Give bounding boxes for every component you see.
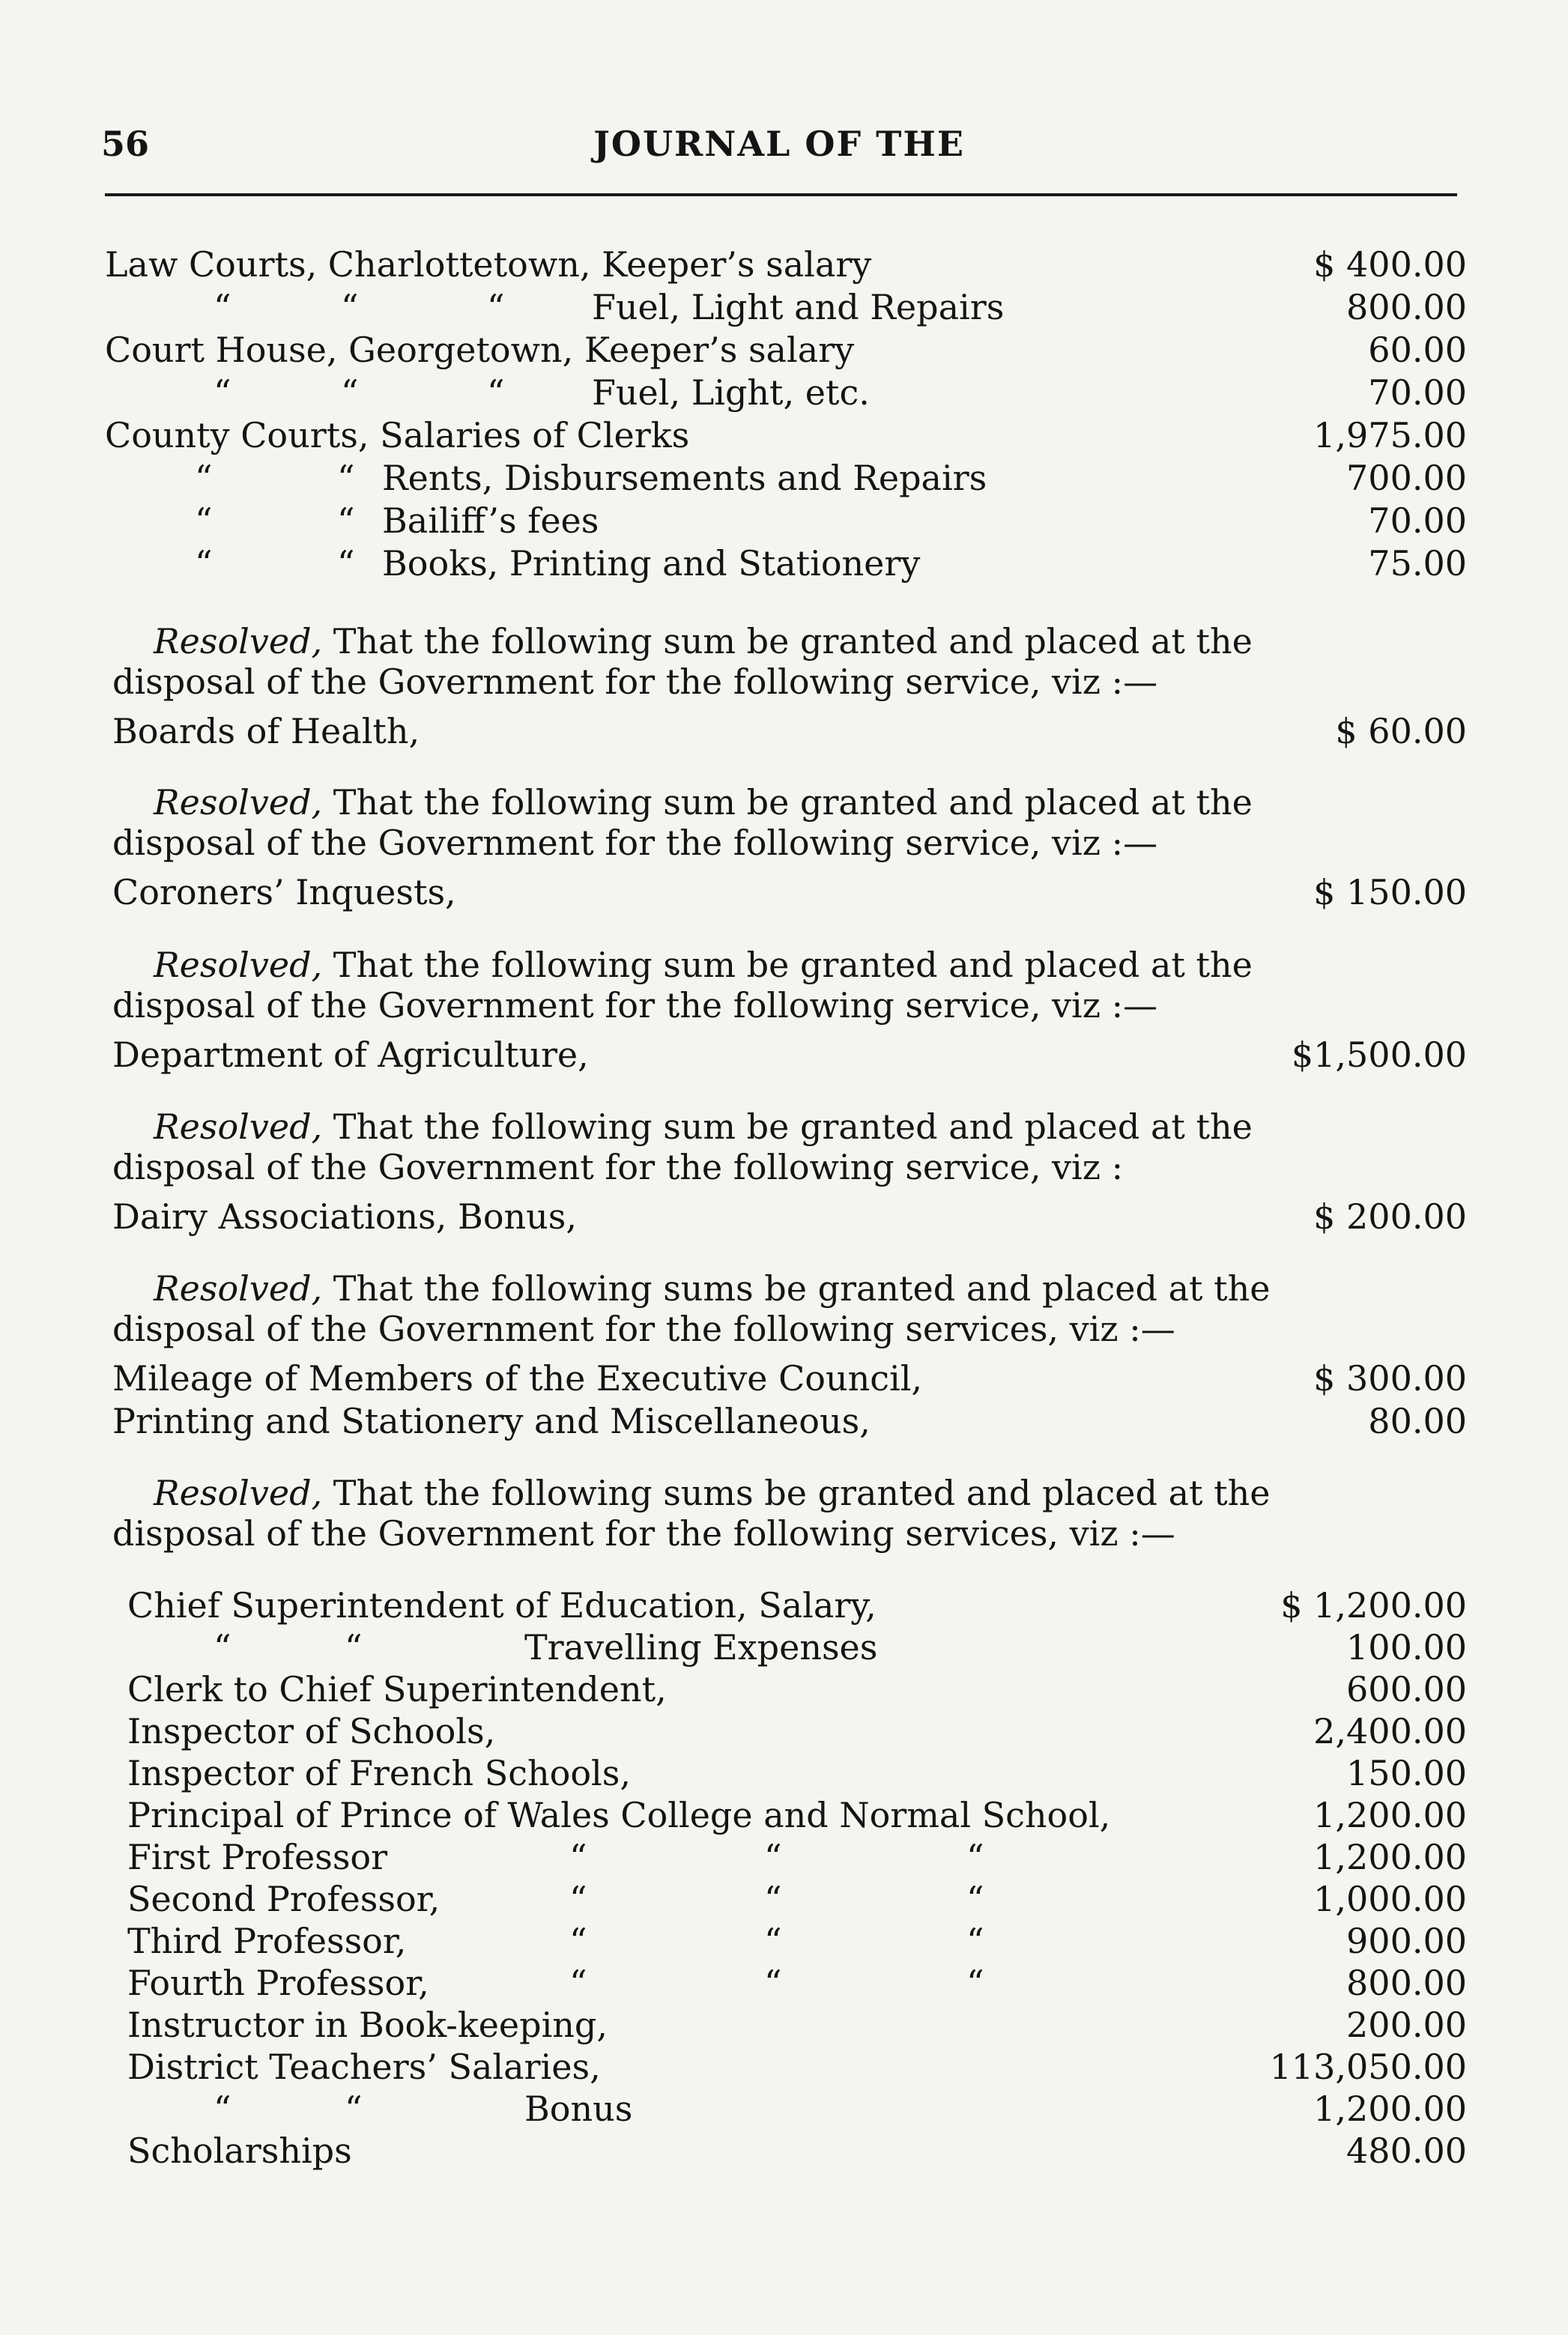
row-label: Inspector of French Schools, xyxy=(127,1753,631,1793)
resolution-line-1 xyxy=(0,1106,1568,1148)
page-header xyxy=(101,124,1457,169)
ditto-mark: “ xyxy=(966,1837,984,1877)
row-label: Coroners’ Inquests, xyxy=(112,872,456,912)
resolution-text: Resolved, That the following sum be granted and placed at the xyxy=(154,1106,1253,1147)
resolution-line-2 xyxy=(0,1308,1568,1350)
ditto-mark: “ xyxy=(345,2089,363,2129)
ditto-mark: “ xyxy=(966,1921,984,1961)
ledger-row xyxy=(0,500,1568,542)
row-amount: 700.00 xyxy=(1346,458,1467,498)
ledger-row xyxy=(0,1668,1568,1710)
ditto-mark: “ xyxy=(214,287,231,327)
ditto-mark: “ xyxy=(337,500,355,541)
resolution-line-2 xyxy=(0,984,1568,1026)
row-amount: $ 60.00 xyxy=(1335,711,1467,751)
ditto-mark: “ xyxy=(966,1879,984,1919)
ditto-mark: “ xyxy=(214,2089,231,2129)
resolution-text: Resolved, That the following sum be granted and placed at the xyxy=(154,621,1253,661)
row-amount: 60.00 xyxy=(1368,330,1467,370)
ledger-row xyxy=(0,1400,1568,1442)
row-amount: 480.00 xyxy=(1346,2130,1467,2171)
ditto-mark: “ xyxy=(345,1627,363,1668)
ditto-mark: “ xyxy=(569,1921,587,1961)
ledger-row xyxy=(0,414,1568,456)
row-label: Inspector of Schools, xyxy=(127,1711,496,1751)
ledger-row xyxy=(0,2046,1568,2088)
page-number: 56 xyxy=(101,124,150,164)
row-amount: 80.00 xyxy=(1368,1401,1467,1441)
resolved-word: Resolved, xyxy=(154,782,323,823)
row-amount: 70.00 xyxy=(1368,500,1467,541)
ledger-row xyxy=(0,1710,1568,1752)
resolution-text: disposal of the Government for the following service, viz : xyxy=(112,1147,1124,1187)
row-label: Third Professor, xyxy=(127,1921,407,1961)
ledger-row xyxy=(0,286,1568,328)
row-amount: $ 300.00 xyxy=(1313,1358,1467,1399)
ditto-mark: “ xyxy=(337,543,355,584)
row-amount: 600.00 xyxy=(1346,1669,1467,1709)
ditto-mark: “ xyxy=(214,372,231,413)
resolution-line-1 xyxy=(0,620,1568,662)
resolution-line-2 xyxy=(0,1146,1568,1188)
row-amount: $ 200.00 xyxy=(1313,1196,1467,1237)
row-amount: 1,200.00 xyxy=(1313,2089,1467,2129)
ledger-row xyxy=(0,1357,1568,1399)
row-amount: $ 1,200.00 xyxy=(1280,1585,1467,1626)
ledger-row xyxy=(0,1878,1568,1920)
resolution-line-1 xyxy=(0,1472,1568,1514)
ditto-mark: “ xyxy=(569,1837,587,1877)
ledger-row xyxy=(0,1626,1568,1668)
resolved-word: Resolved, xyxy=(154,945,323,985)
resolution-text: disposal of the Government for the following service, viz :— xyxy=(112,661,1158,702)
row-label: Fourth Professor, xyxy=(127,1963,429,2003)
resolution-text: disposal of the Government for the following service, viz :— xyxy=(112,823,1158,863)
ditto-mark: “ xyxy=(764,1879,782,1919)
ledger-row xyxy=(0,1196,1568,1238)
header-rule xyxy=(105,193,1457,196)
resolution-text: Resolved, That the following sum be granted and placed at the xyxy=(154,945,1253,985)
running-head: JOURNAL OF THE xyxy=(593,124,965,164)
row-amount: 1,975.00 xyxy=(1313,415,1467,455)
ledger-row xyxy=(0,457,1568,499)
row-label: Instructor in Book-keeping, xyxy=(127,2005,608,2045)
ditto-mark: “ xyxy=(487,287,505,327)
ditto-mark: “ xyxy=(764,1963,782,2003)
ledger-row xyxy=(0,329,1568,371)
resolved-word: Resolved, xyxy=(154,1473,323,1513)
ditto-mark: “ xyxy=(195,543,213,584)
ledger-row xyxy=(0,243,1568,285)
row-label: Dairy Associations, Bonus, xyxy=(112,1196,577,1237)
row-label: County Courts, Salaries of Clerks xyxy=(105,415,690,455)
ledger-row xyxy=(0,2130,1568,2172)
ledger-row xyxy=(0,2088,1568,2130)
row-label: Mileage of Members of the Executive Council, xyxy=(112,1358,923,1399)
resolution-line-1 xyxy=(0,1268,1568,1309)
row-label: Chief Superintendent of Education, Salary, xyxy=(127,1585,877,1626)
resolution-line-2 xyxy=(0,822,1568,864)
row-label: Bailiff’s fees xyxy=(382,500,599,541)
ledger-row xyxy=(0,871,1568,913)
ledger-row xyxy=(0,1920,1568,1962)
row-label: Boards of Health, xyxy=(112,711,420,751)
row-amount: $1,500.00 xyxy=(1291,1035,1467,1075)
ledger-row xyxy=(0,1836,1568,1878)
ditto-mark: “ xyxy=(487,372,505,413)
resolved-word: Resolved, xyxy=(154,621,323,661)
ledger-row xyxy=(0,372,1568,414)
row-amount: 900.00 xyxy=(1346,1921,1467,1961)
row-label: Fuel, Light and Repairs xyxy=(592,287,1005,327)
resolved-word: Resolved, xyxy=(154,1106,323,1147)
ditto-mark: “ xyxy=(195,458,213,498)
resolution-line-2 xyxy=(0,661,1568,703)
ledger-row xyxy=(0,542,1568,584)
row-amount: 75.00 xyxy=(1368,543,1467,584)
row-label: Printing and Stationery and Miscellaneous, xyxy=(112,1401,871,1441)
row-label: Fuel, Light, etc. xyxy=(592,372,870,413)
ledger-row xyxy=(0,1584,1568,1626)
ditto-mark: “ xyxy=(966,1963,984,2003)
row-label: Clerk to Chief Superintendent, xyxy=(127,1669,667,1709)
ditto-mark: “ xyxy=(341,372,359,413)
ledger-row xyxy=(0,1752,1568,1794)
row-amount: 800.00 xyxy=(1346,287,1467,327)
row-amount: 113,050.00 xyxy=(1269,2047,1467,2087)
row-label: Scholarships xyxy=(127,2130,352,2171)
row-label: First Professor xyxy=(127,1837,388,1877)
row-label: Travelling Expenses xyxy=(524,1627,878,1668)
resolution-text: Resolved, That the following sum be granted and placed at the xyxy=(154,782,1253,823)
row-label: Court House, Georgetown, Keeper’s salary xyxy=(105,330,855,370)
row-label: Second Professor, xyxy=(127,1879,441,1919)
ditto-mark: “ xyxy=(569,1963,587,2003)
row-amount: 150.00 xyxy=(1346,1753,1467,1793)
ditto-mark: “ xyxy=(195,500,213,541)
row-label: District Teachers’ Salaries, xyxy=(127,2047,601,2087)
ledger-row xyxy=(0,710,1568,752)
ditto-mark: “ xyxy=(764,1837,782,1877)
row-amount: 1,200.00 xyxy=(1313,1837,1467,1877)
row-label: Principal of Prince of Wales College and Normal School, xyxy=(127,1795,1111,1835)
row-label: Law Courts, Charlottetown, Keeper’s salary xyxy=(105,244,872,285)
row-label: Books, Printing and Stationery xyxy=(382,543,921,584)
row-amount: 70.00 xyxy=(1368,372,1467,413)
resolution-text: disposal of the Government for the following services, viz :— xyxy=(112,1513,1175,1554)
ledger-row xyxy=(0,1794,1568,1836)
resolution-line-1 xyxy=(0,781,1568,823)
resolution-text: Resolved, That the following sums be granted and placed at the xyxy=(154,1268,1271,1309)
row-amount: $ 400.00 xyxy=(1313,244,1467,285)
ditto-mark: “ xyxy=(569,1879,587,1919)
ditto-mark: “ xyxy=(337,458,355,498)
row-amount: 1,000.00 xyxy=(1313,1879,1467,1919)
row-amount: 2,400.00 xyxy=(1313,1711,1467,1751)
row-amount: $ 150.00 xyxy=(1313,872,1467,912)
row-amount: 800.00 xyxy=(1346,1963,1467,2003)
resolved-word: Resolved, xyxy=(154,1268,323,1309)
ledger-row xyxy=(0,1962,1568,2004)
ditto-mark: “ xyxy=(341,287,359,327)
row-amount: 200.00 xyxy=(1346,2005,1467,2045)
resolution-text: disposal of the Government for the following service, viz :— xyxy=(112,985,1158,1026)
ditto-mark: “ xyxy=(214,1627,231,1668)
ledger-row xyxy=(0,1034,1568,1076)
resolution-line-1 xyxy=(0,944,1568,986)
resolution-text: disposal of the Government for the following services, viz :— xyxy=(112,1309,1175,1349)
row-label: Bonus xyxy=(524,2089,633,2129)
row-label: Rents, Disbursements and Repairs xyxy=(382,458,987,498)
ditto-mark: “ xyxy=(764,1921,782,1961)
row-label: Department of Agriculture, xyxy=(112,1035,589,1075)
resolution-text: Resolved, That the following sums be granted and placed at the xyxy=(154,1473,1271,1513)
row-amount: 1,200.00 xyxy=(1313,1795,1467,1835)
row-amount: 100.00 xyxy=(1346,1627,1467,1668)
ledger-row xyxy=(0,2004,1568,2046)
resolution-line-2 xyxy=(0,1512,1568,1554)
